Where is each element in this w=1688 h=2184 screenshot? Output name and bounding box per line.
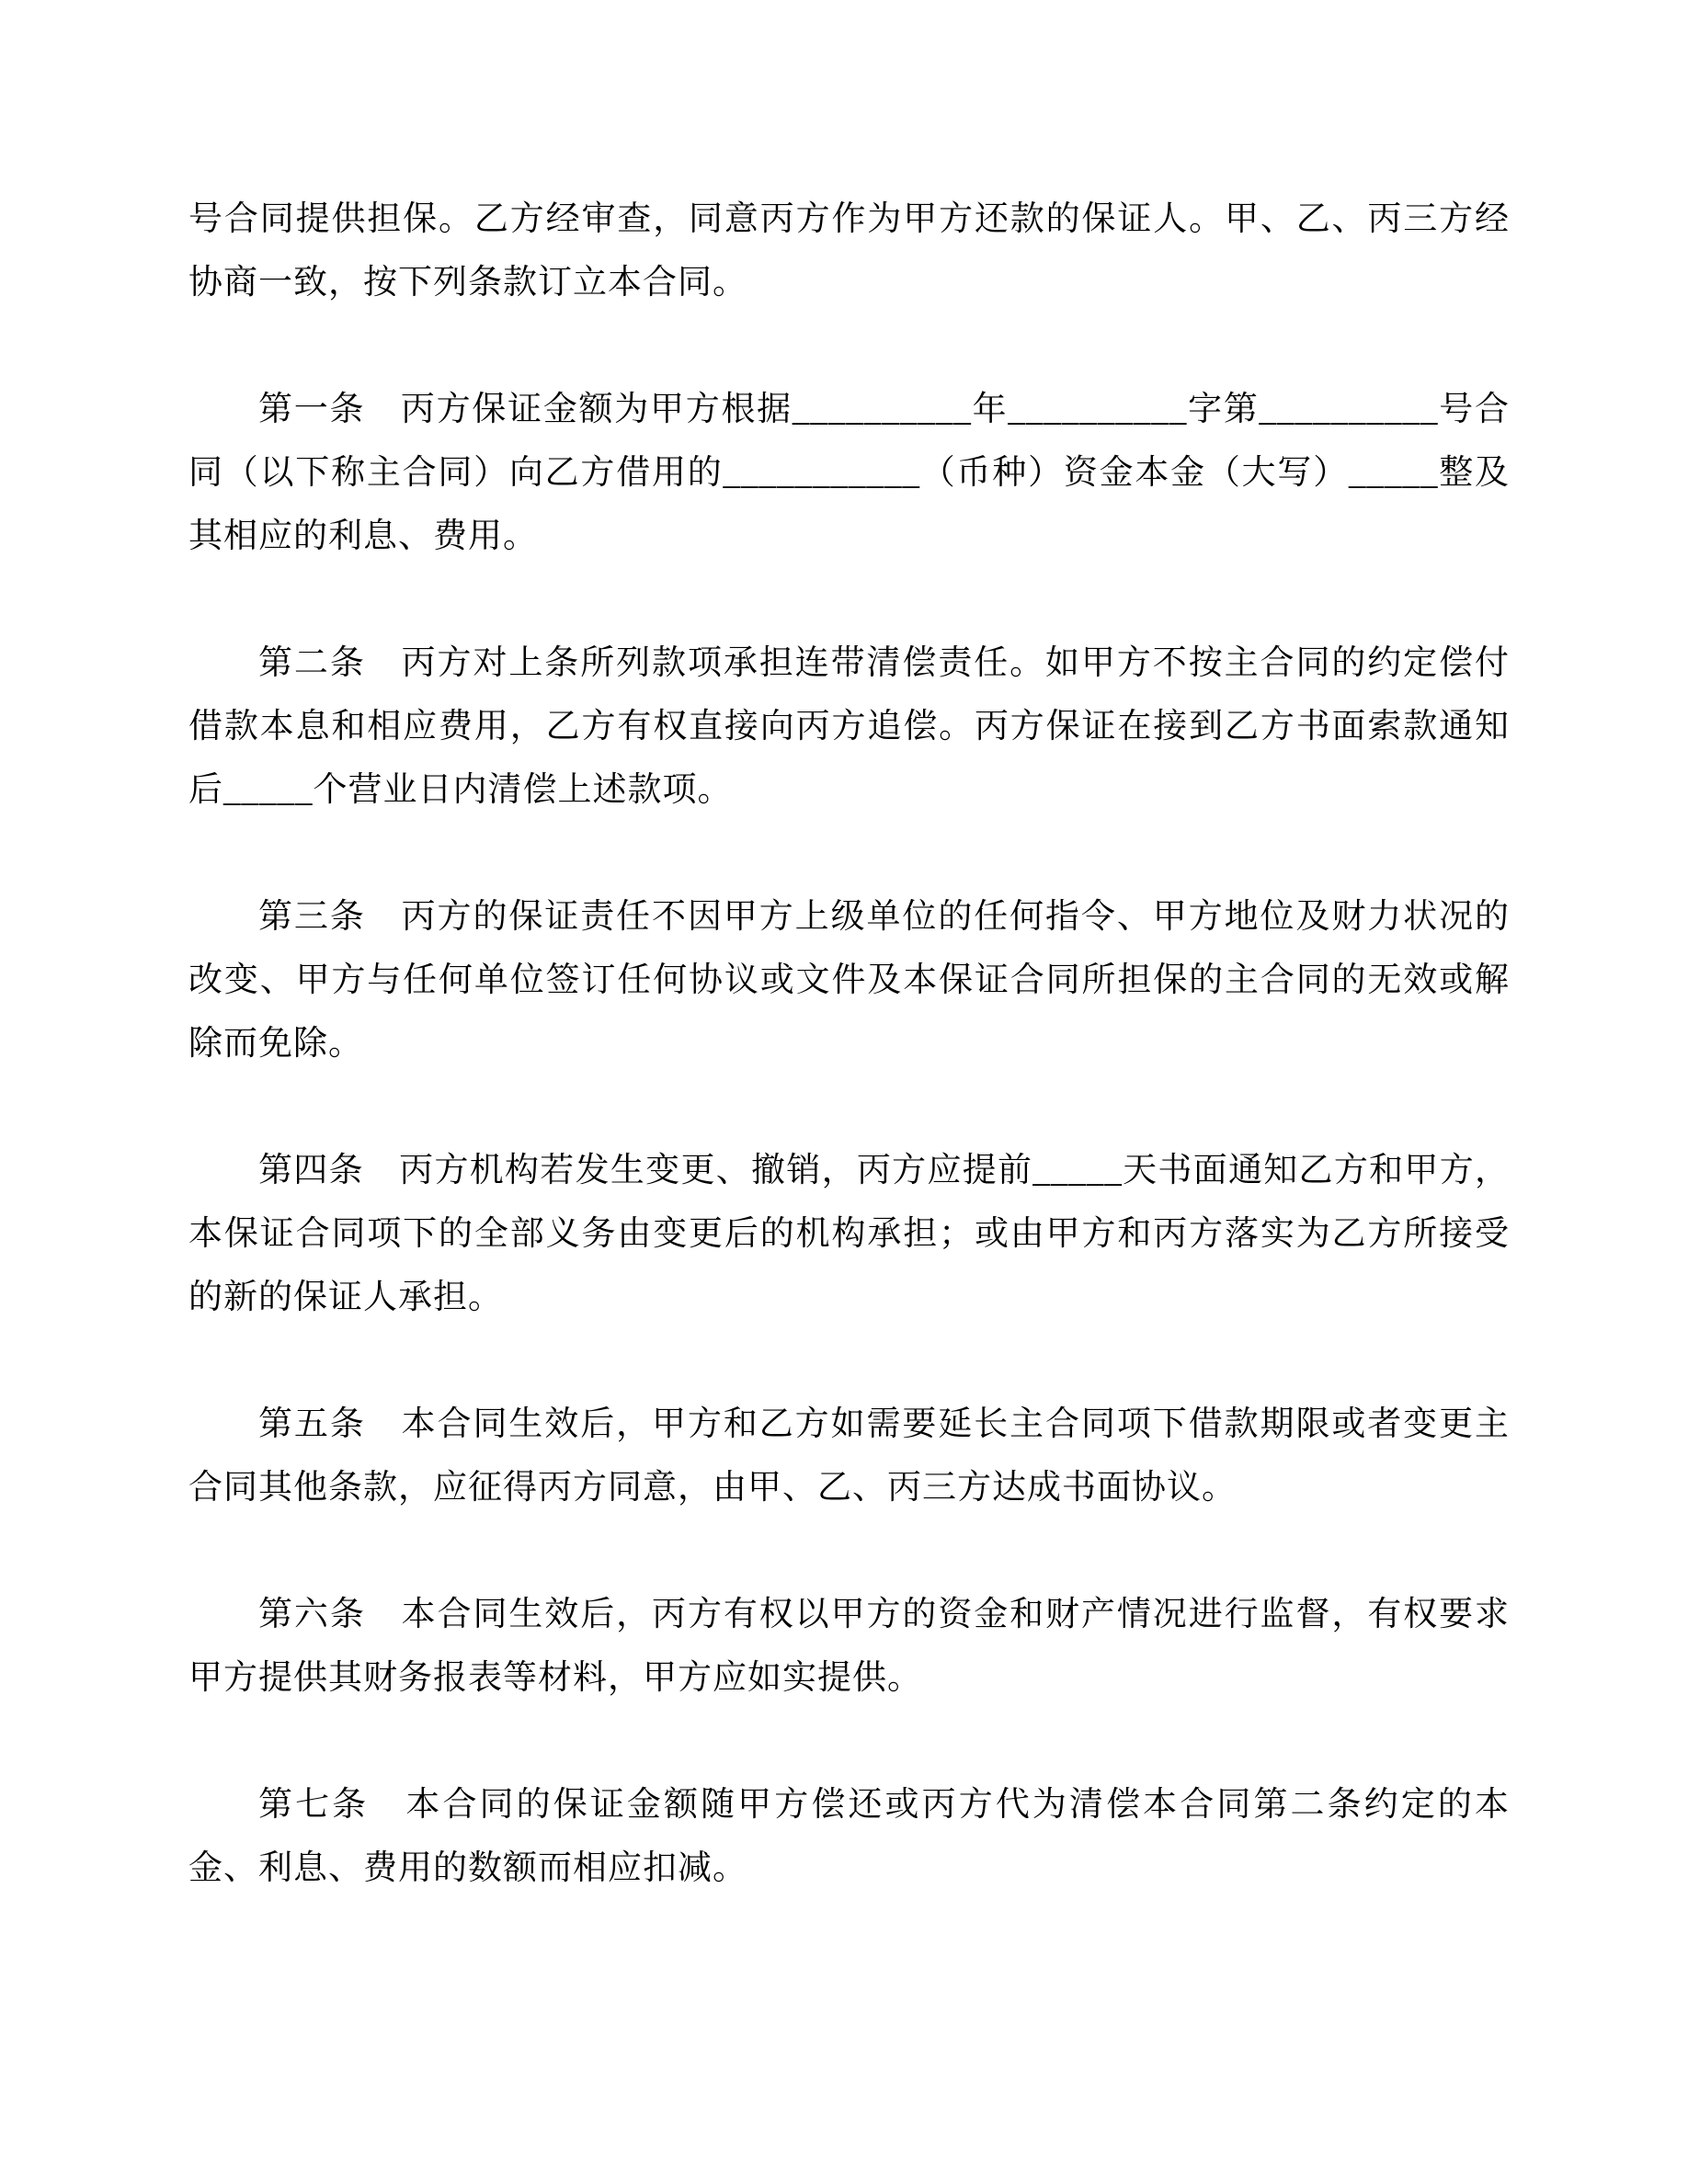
clause-5-paragraph: 第五条 本合同生效后，甲方和乙方如需要延长主合同项下借款期限或者变更主合同其他条款，应征得丙方同意，由甲、乙、丙三方达成书面协议。	[188, 1405, 1510, 1507]
clause-1-paragraph: 第一条 丙方保证金额为甲方根据__________年__________字第__________号合同（以下称主合同）向乙方借用的___________（币种）资金本金（大写）_____整及其相应的利息、费用。	[188, 391, 1510, 555]
clause-2-paragraph: 第二条 丙方对上条所列款项承担连带清偿责任。如甲方不按主合同的约定偿付借款本息和相应费用，乙方有权直接向丙方追偿。丙方保证在接到乙方书面索款通知后_____个营业日内清偿上述款项。	[188, 644, 1510, 809]
clause-4-paragraph: 第四条 丙方机构若发生变更、撤销，丙方应提前_____天书面通知乙方和甲方，本保证合同项下的全部义务由变更后的机构承担；或由甲方和丙方落实为乙方所接受的新的保证人承担。	[188, 1152, 1510, 1316]
clause-7-paragraph: 第七条 本合同的保证金额随甲方偿还或丙方代为清偿本合同第二条约定的本金、利息、费用的数额而相应扣减。	[188, 1786, 1510, 1887]
paragraph-intro-continuation: 号合同提供担保。乙方经审查，同意丙方作为甲方还款的保证人。甲、乙、丙三方经协商一致，按下列条款订立本合同。	[188, 200, 1510, 301]
document-body	[188, 188, 1510, 1900]
clause-3-paragraph: 第三条 丙方的保证责任不因甲方上级单位的任何指令、甲方地位及财力状况的改变、甲方与任何单位签订任何协议或文件及本保证合同所担保的主合同的无效或解除而免除。	[188, 898, 1510, 1063]
clause-6-paragraph: 第六条 本合同生效后，丙方有权以甲方的资金和财产情况进行监督，有权要求甲方提供其财务报表等材料，甲方应如实提供。	[188, 1596, 1510, 1697]
